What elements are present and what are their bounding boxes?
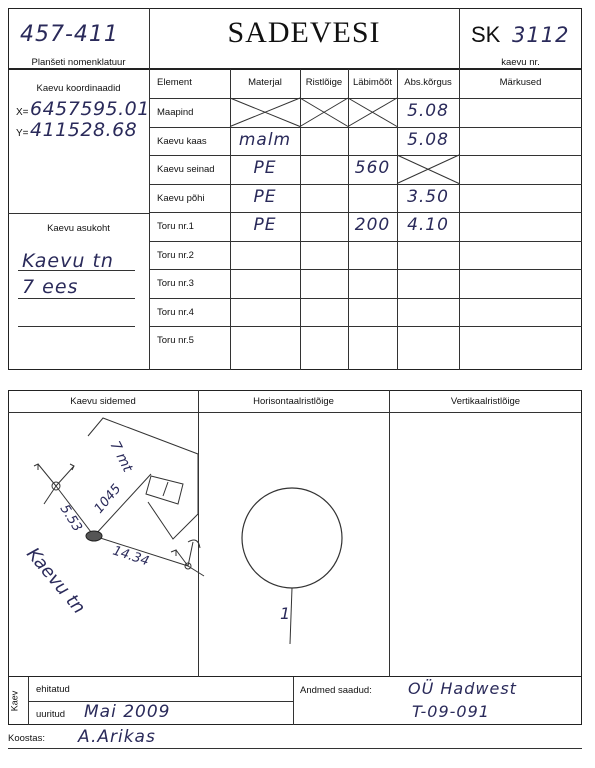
built-label: ehitatud <box>36 684 70 695</box>
table-header-abs: Abs.kõrgus <box>404 77 452 88</box>
table-cell-element: Toru nr.2 <box>157 249 194 261</box>
data-source-label: Andmed saadud: <box>300 685 372 696</box>
table-row-line <box>149 241 582 242</box>
dim-a-label: 1045 <box>91 481 125 517</box>
table-col-line <box>459 69 460 370</box>
table-cell-abs: 5.08 <box>407 101 449 121</box>
table-cell-element: Toru nr.3 <box>157 278 194 289</box>
table-cell-element: Toru nr.5 <box>157 335 194 346</box>
well-number: 3112 <box>512 23 570 47</box>
table-cell-element: Maapind <box>157 107 194 118</box>
table-row-line <box>149 326 582 327</box>
table-cell-diameter: 560 <box>354 158 391 178</box>
well-circle <box>242 488 342 588</box>
location-underline-1 <box>18 270 135 271</box>
table-row-line <box>149 269 582 270</box>
location-underline-3 <box>18 326 135 327</box>
sketch-col-vertical: Vertikaalristlõige <box>450 396 521 407</box>
well-symbol <box>86 531 102 541</box>
table-cell-diameter: 200 <box>354 215 391 235</box>
table-row-line <box>149 212 582 213</box>
footer-side-label: Kaev <box>9 690 20 712</box>
table-cell-abs: 3.50 <box>407 186 449 207</box>
house-marker <box>146 476 183 504</box>
table-row-line <box>149 298 582 299</box>
dim-b-label: 14.34 <box>110 543 151 570</box>
sketch-divider-2 <box>389 390 390 677</box>
x-prefix: X= <box>16 107 29 118</box>
street-label: Kaevu tn <box>22 543 90 619</box>
connection-sketch <box>8 414 198 676</box>
sketch-header-line <box>8 412 582 413</box>
location-line-1: Kaevu tn <box>22 250 114 272</box>
sheet-number: 457-411 <box>20 22 119 47</box>
author-value: A.Arikas <box>78 727 156 747</box>
na-cross-mark <box>300 98 348 127</box>
table-cell-material: PE <box>253 158 277 178</box>
table-header-notes: Märkused <box>499 77 542 88</box>
data-source-value-1: OÜ Hadwest <box>408 679 517 698</box>
na-cross-mark <box>348 98 397 127</box>
table-cell-element: Toru nr.1 <box>157 221 194 232</box>
table-header-cross: Ristlõige <box>305 77 343 88</box>
pipe-line <box>290 588 292 644</box>
page-title: SADEVESI <box>227 16 381 49</box>
author-label: Koostas: <box>8 733 45 744</box>
well-prefix: SK <box>471 22 501 47</box>
table-header-diameter: Läbimõõt <box>352 77 393 88</box>
building-outline <box>88 418 198 539</box>
table-row-line <box>149 127 582 128</box>
surveyed-label: uuritud <box>36 709 66 720</box>
location-underline-2 <box>18 298 135 299</box>
table-cell-element: Kaevu kaas <box>157 135 207 147</box>
sketch-col-horizontal: Horisontaalristlõige <box>253 396 334 407</box>
building-label: 7 mt <box>106 438 136 475</box>
coords-label: Kaevu koordinaadid <box>36 83 121 94</box>
pipe-marker: 1 <box>280 604 291 623</box>
table-cell-abs: 4.10 <box>407 215 449 235</box>
na-cross-mark <box>397 155 459 184</box>
coords-divider <box>8 213 149 214</box>
surveyed-value: Mai 2009 <box>84 702 171 722</box>
table-cell-abs: 5.08 <box>407 129 449 150</box>
y-value: 411528.68 <box>30 119 138 141</box>
table-header-material: Materjal <box>248 77 282 88</box>
table-cell-material: PE <box>253 215 277 235</box>
location-line-2: 7 ees <box>22 276 79 298</box>
table-cell-element: Toru nr.4 <box>157 306 194 318</box>
location-label: Kaevu asukoht <box>47 223 110 234</box>
table-row-line <box>149 155 582 156</box>
table-cell-material: PE <box>253 186 277 207</box>
footer-bottom-line <box>8 748 582 749</box>
dim-c-label: 5.53 <box>56 502 85 535</box>
x-value: 6457595.01 <box>30 98 150 120</box>
table-cell-material: malm <box>238 129 292 150</box>
sketch-col-connections: Kaevu sidemed <box>70 396 136 407</box>
table-header-element: Element <box>157 77 192 88</box>
data-source-value-2: T-09-091 <box>412 702 490 721</box>
footer-mid-divider <box>293 677 294 725</box>
sheet-label: Planšeti nomenklatuur <box>31 57 126 68</box>
well-label: kaevu nr. <box>501 57 540 68</box>
table-cell-element: Kaevu põhi <box>157 192 205 204</box>
table-row-line <box>149 184 582 185</box>
na-cross-mark <box>230 98 300 127</box>
y-prefix: Y= <box>16 128 29 139</box>
table-cell-element: Kaevu seinad <box>157 164 215 175</box>
horizontal-section-sketch <box>198 414 389 676</box>
